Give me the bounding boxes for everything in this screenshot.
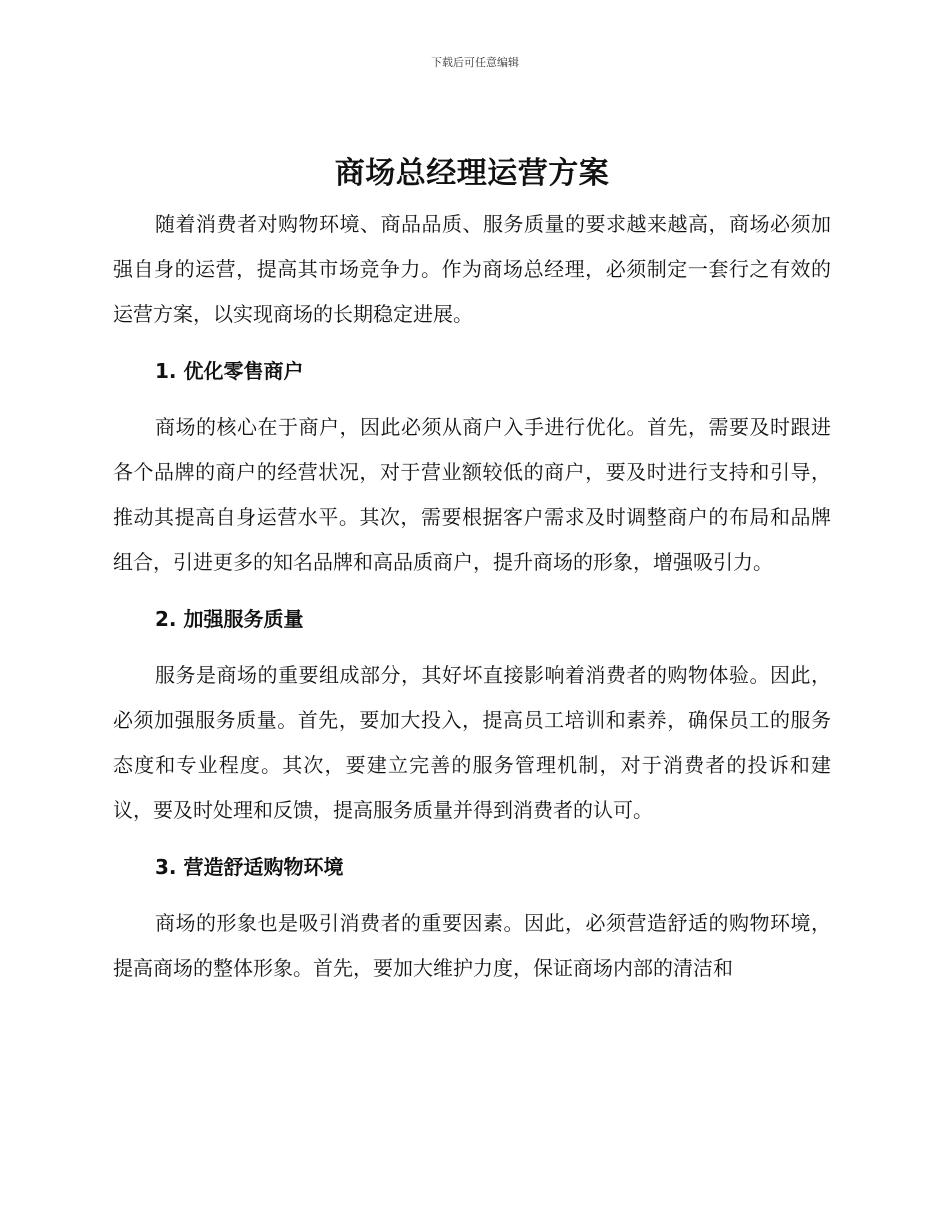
section-heading-1: 1. 优化零售商户 <box>155 359 304 383</box>
section-body-1: 商场的核心在于商户，因此必须从商户入手进行优化。首先，需要及时跟进各个品牌的商户的经营状况，对于营业额较低的商户，要及时进行支持和引导，推动其提高自身运营水平。其次，需要根据客户需求及时调整商户的布局和品牌组合，引进更多的知名品牌和高品质商户，提升商场的形象，增强吸引力。 <box>113 415 831 574</box>
section-body-2: 服务是商场的重要组成部分，其好坏直接影响着消费者的购物体验。因此，必须加强服务质量。首先，要加大投入，提高员工培训和素养，确保员工的服务态度和专业程度。其次，要建立完善的服务管理机制，对于消费者的投诉和建议，要及时处理和反馈，提高服务质量并得到消费者的认可。 <box>113 663 831 822</box>
intro-paragraph: 随着消费者对购物环境、商品品质、服务质量的要求越来越高，商场必须加强自身的运营，提高其市场竞争力。作为商场总经理，必须制定一套行之有效的运营方案，以实现商场的长期稳定进展。 <box>113 212 831 326</box>
document-body <box>113 152 831 991</box>
document-title: 商场总经理运营方案 <box>334 156 610 191</box>
section-body-3: 商场的形象也是吸引消费者的重要因素。因此，必须营造舒适的购物环境，提高商场的整体形象。首先，要加大维护力度，保证商场内部的清洁和 <box>113 911 831 980</box>
section-heading-2: 2. 加强服务质量 <box>155 607 304 631</box>
page-header-note: 下载后可任意编辑 <box>431 56 519 69</box>
section-heading-3: 3. 营造舒适购物环境 <box>155 855 344 879</box>
